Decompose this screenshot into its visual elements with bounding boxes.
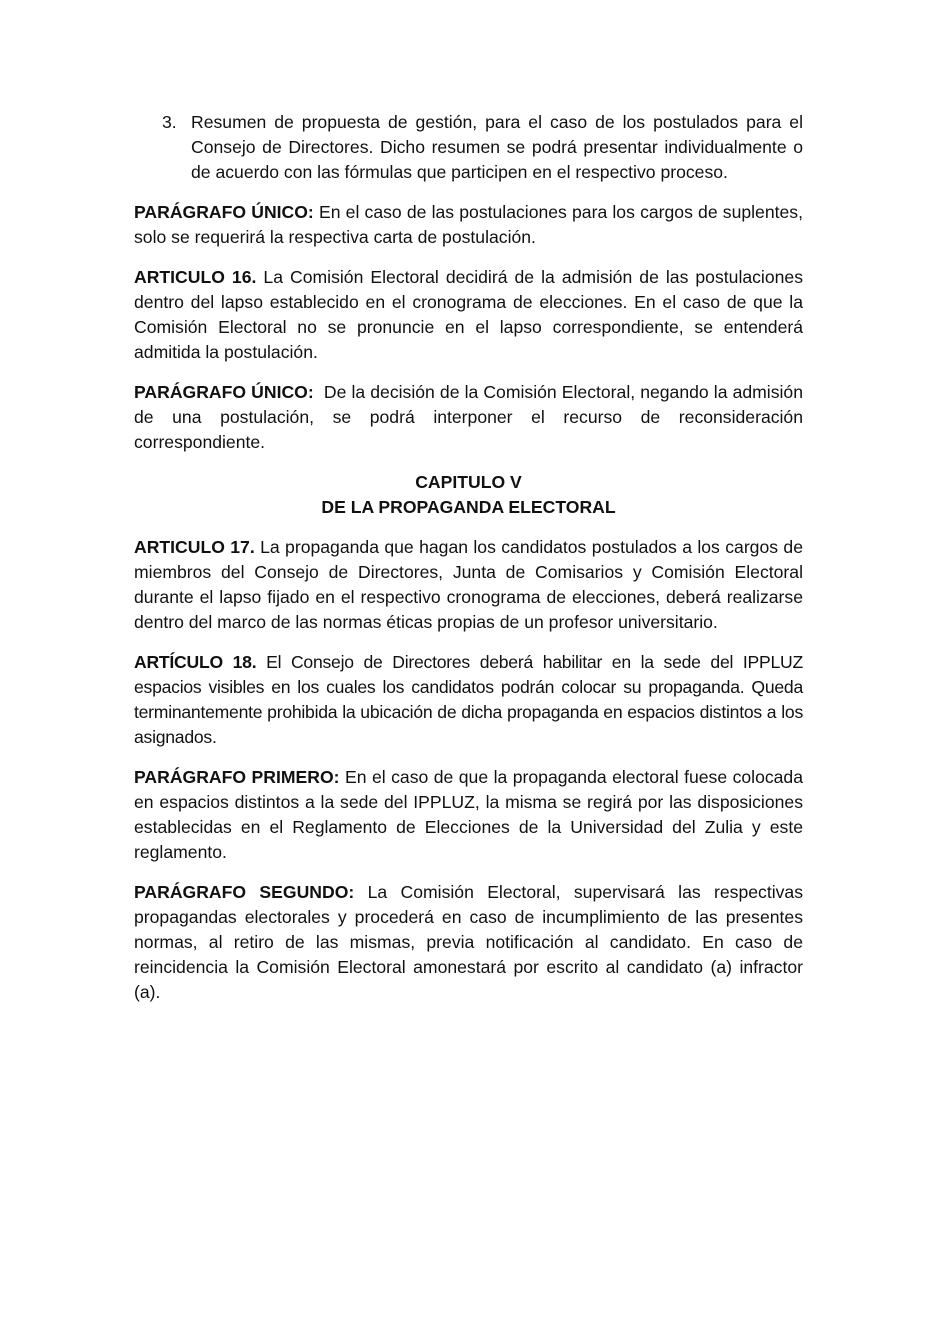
paragraph-text: En el caso de las postulaciones para los cargos de suplentes, solo se requerirá la respectiva carta de postulación. — [134, 202, 803, 247]
paragraph-label: ARTÍCULO 18. — [134, 652, 257, 672]
list-item-text: Resumen de propuesta de gestión, para el caso de los postulados para el Consejo de Directores. Dicho resumen se podrá presentar individualmente o de acuerdo con las fórmulas que participen en el respectivo proceso. — [191, 112, 803, 182]
paragraph-paragrafo-segundo — [134, 880, 803, 1005]
paragraph-articulo-18 — [134, 650, 803, 750]
paragraph-articulo-16 — [134, 265, 803, 365]
paragraph-text: En el caso de que la propaganda electoral fuese colocada en espacios distintos a la sede del IPPLUZ, la misma se regirá por las disposiciones establecidas en el Reglamento de Elecciones de la Universidad del Zulia y este reglamento. — [134, 767, 804, 862]
list-item-number: 3. — [162, 112, 177, 132]
paragraph-text: La propaganda que hagan los candidatos postulados a los cargos de miembros del Consejo de Directores, Junta de Comisarios y Comisión Electoral durante el lapso fijado en el respectivo cronograma de elecciones, deberá realizarse dentro del marco de las normas éticas propias de un profesor universitario. — [134, 537, 803, 632]
list-item-3 — [134, 110, 803, 185]
paragraph-paragrafo-unico-2 — [134, 380, 808, 455]
paragraph-text: El Consejo de Directores deberá habilitar en la sede del IPPLUZ espacios visibles en los cuales los candidatos podrán colocar su propaganda. Queda terminantemente prohibida la ubicación de dicha propaganda en espacios distintos a los asignados. — [134, 652, 803, 747]
paragraph-label: PARÁGRAFO ÚNICO: — [134, 202, 314, 222]
paragraph-paragrafo-primero — [134, 765, 803, 865]
paragraph-label: PARÁGRAFO ÚNICO: — [134, 382, 314, 402]
paragraph-articulo-17 — [134, 535, 803, 635]
chapter-heading — [134, 470, 803, 520]
paragraph-label: PARÁGRAFO SEGUNDO: — [134, 882, 355, 902]
document-page — [134, 110, 808, 1020]
paragraph-text: De la decisión de la Comisión Electoral, negando la admisión de una postulación, se podrá interponer el recurso de reconsideración correspondiente. — [134, 382, 808, 452]
paragraph-label: ARTICULO 16. — [134, 267, 257, 287]
paragraph-label: PARÁGRAFO PRIMERO: — [134, 767, 340, 787]
paragraph-text: La Comisión Electoral, supervisará las respectivas propagandas electorales y procederá en caso de incumplimiento de las presentes normas, al retiro de las mismas, previa notificación al candidato. En caso de reincidencia la Comisión Electoral amonestará por escrito al candidato (a) infractor (a). — [134, 882, 804, 1002]
chapter-number: CAPITULO V — [415, 472, 522, 492]
chapter-title: DE LA PROPAGANDA ELECTORAL — [321, 497, 616, 517]
paragraph-label: ARTICULO 17. — [134, 537, 255, 557]
paragraph-text: La Comisión Electoral decidirá de la admisión de las postulaciones dentro del lapso establecido en el cronograma de elecciones. En el caso de que la Comisión Electoral no se pronuncie en el lapso correspondiente, se entenderá admitida la postulación. — [134, 267, 803, 362]
paragraph-paragrafo-unico-1 — [134, 200, 803, 250]
